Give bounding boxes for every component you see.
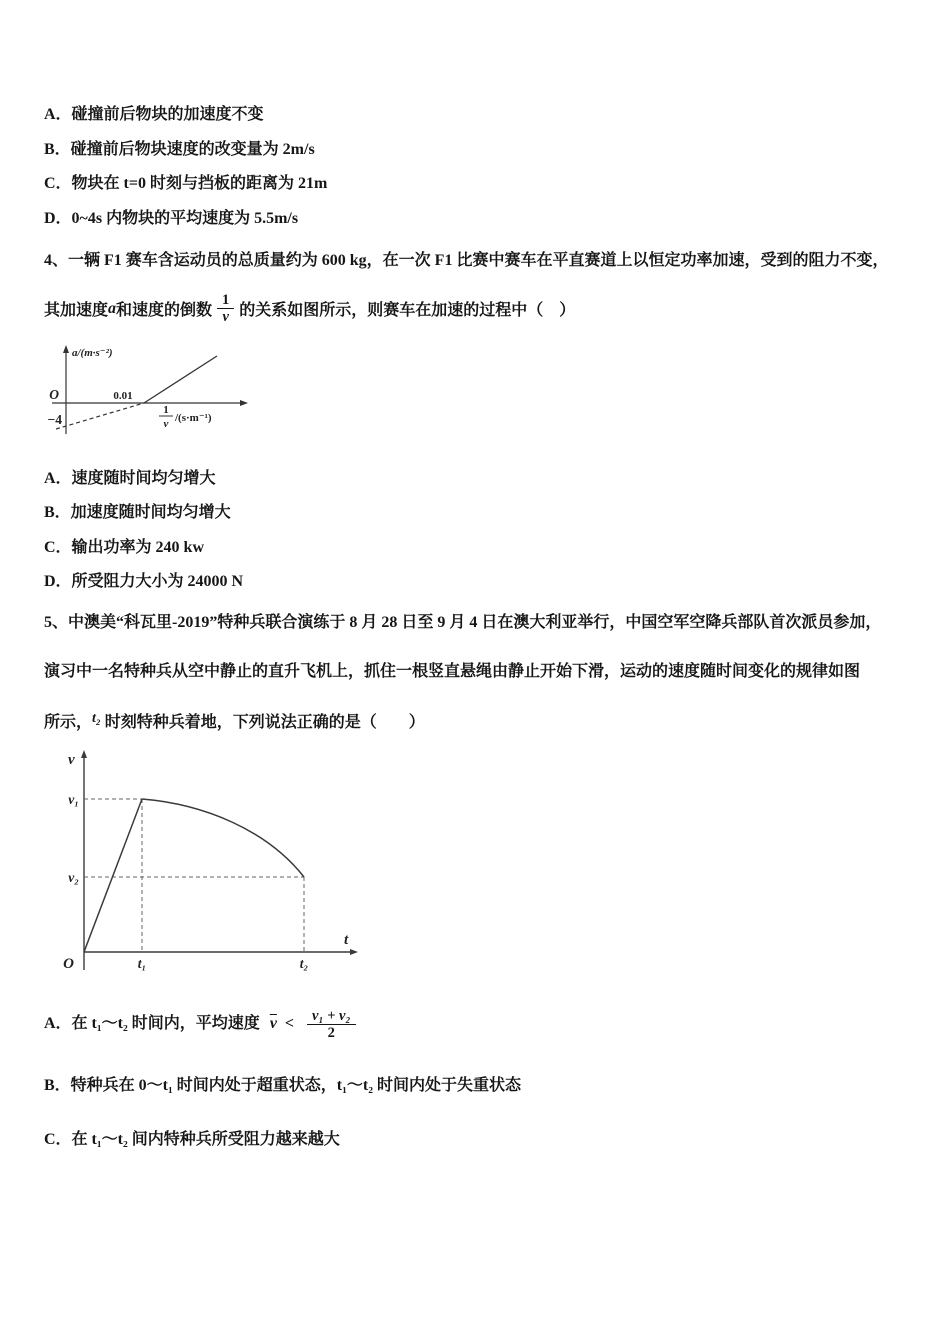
q5-option-a-formula <box>270 1008 361 1041</box>
q4-stem-line2 <box>44 281 908 337</box>
q5-option-c: C．在 t₁～t₂ 间内特种兵所受阻力越来越大 <box>44 1130 340 1148</box>
q5-figure-svg <box>54 747 366 979</box>
q5-stem-line1: 5、中澳美“科瓦里-2019”特种兵联合演练于 8 月 28 日至 9 月 4 日在澳大利亚举行，中国空军空降兵部队首次派员参加， <box>44 613 882 631</box>
q3-option-d: D．0~4s 内物块的平均速度为 5.5m/s <box>44 209 299 227</box>
v1-tick-label: v₁ <box>68 791 79 807</box>
x-label-fraction-numerator: 1 <box>163 403 169 416</box>
y-axis-label: v <box>68 751 75 768</box>
question3-options <box>44 104 908 229</box>
q4-option-b: B．加速度随时间均匀增大 <box>44 504 231 522</box>
q5-figure <box>54 747 908 984</box>
v-bar-symbol: $\overline{v}$ <box>269 1015 277 1033</box>
q3-option-a: A．碰撞前后物块的加速度不变 <box>44 106 264 123</box>
x-axis-label: t <box>344 931 349 948</box>
q5-stem-line2: 演习中一名特种兵从空中静止的直升飞机上，抓住一根竖直悬绳由静止开始下滑，运动的速度随时间变化的规律如图 <box>44 663 861 681</box>
q5-t2-symbol: t₂ <box>92 711 101 727</box>
q4-stem-line1: 4、一辆 F1 赛车含运动员的总质量约为 600 kg，在一次 F1 比赛中赛车在平直赛道上以恒定功率加速，受到的阻力不变， <box>44 252 889 270</box>
fraction-v1-plus-v2-over-2 <box>307 1008 356 1041</box>
x-axis-arrow-icon <box>240 400 248 406</box>
axes <box>52 350 243 434</box>
q3-option-b: B．碰撞前后物块速度的改变量为 2m/s <box>44 140 315 158</box>
q4-option-c: C．输出功率为 240 kw <box>44 538 205 556</box>
q5-option-a-text: A．在 t₁～t₂ 时间内，平均速度 <box>44 1015 260 1033</box>
vt-decreasing-curve <box>142 799 304 877</box>
q4-line2-text2: 和速度的倒数 <box>116 302 213 320</box>
t1-tick-label: t₁ <box>137 955 147 971</box>
y-axis-arrow-icon <box>81 750 87 758</box>
q4-line2-text3: 的关系如图所示，则赛车在加速的过程中（ ） <box>239 302 576 320</box>
q4-figure <box>44 343 908 444</box>
x-axis-arrow-icon <box>350 949 358 955</box>
fraction-numerator: 1 <box>222 291 230 308</box>
q5-line3-text1: 所示， <box>44 714 93 732</box>
q4-figure-svg <box>44 343 260 439</box>
origin-label: O <box>49 386 59 402</box>
y-axis-arrow-icon <box>63 345 69 353</box>
data-line-dashed-part <box>56 403 144 429</box>
q4-option-d: D．所受阻力大小为 24000 N <box>44 573 244 591</box>
axes <box>84 755 353 970</box>
x-label-unit: /(s·m⁻¹) <box>175 411 212 424</box>
y-axis-label: a/(m·s⁻²) <box>72 346 113 359</box>
q4-line2-text1: 其加速度 <box>44 302 109 320</box>
q3-option-c: C．物块在 t=0 时刻与挡板的距离为 21m <box>44 175 328 193</box>
x-label-fraction-denominator: v <box>163 417 169 430</box>
question4-options <box>44 468 908 593</box>
fraction-denominator: v <box>217 308 234 325</box>
fraction-numerator: v₁ + v₂ <box>312 1007 351 1024</box>
data-line-solid-part <box>144 356 217 403</box>
q5-option-b: B．特种兵在 0～t₁ 时间内处于超重状态，t₁～t₂ 时间内处于失重状态 <box>44 1076 522 1094</box>
x-tick-label: 0.01 <box>113 389 133 402</box>
q4-option-a: A．速度随时间均匀增大 <box>44 469 216 487</box>
q5-line3-text2: 时刻特种兵着地，下列说法正确的是（ ） <box>100 714 425 732</box>
less-than-sign: < <box>284 1015 295 1033</box>
t2-tick-label: t₂ <box>299 955 309 971</box>
fraction-denominator: 2 <box>307 1024 356 1041</box>
fraction-one-over-v <box>217 292 234 325</box>
v2-tick-label: v₂ <box>68 869 79 885</box>
vt-rising-segment <box>84 799 142 952</box>
y-intercept-label: −4 <box>47 411 62 427</box>
q5-option-a <box>44 1008 908 1041</box>
dashed-guides <box>84 799 304 952</box>
q5-stem-line3 <box>44 709 908 734</box>
x-axis-label <box>159 404 212 430</box>
q4-variable-a: a <box>108 299 117 317</box>
origin-label: O <box>63 955 74 972</box>
